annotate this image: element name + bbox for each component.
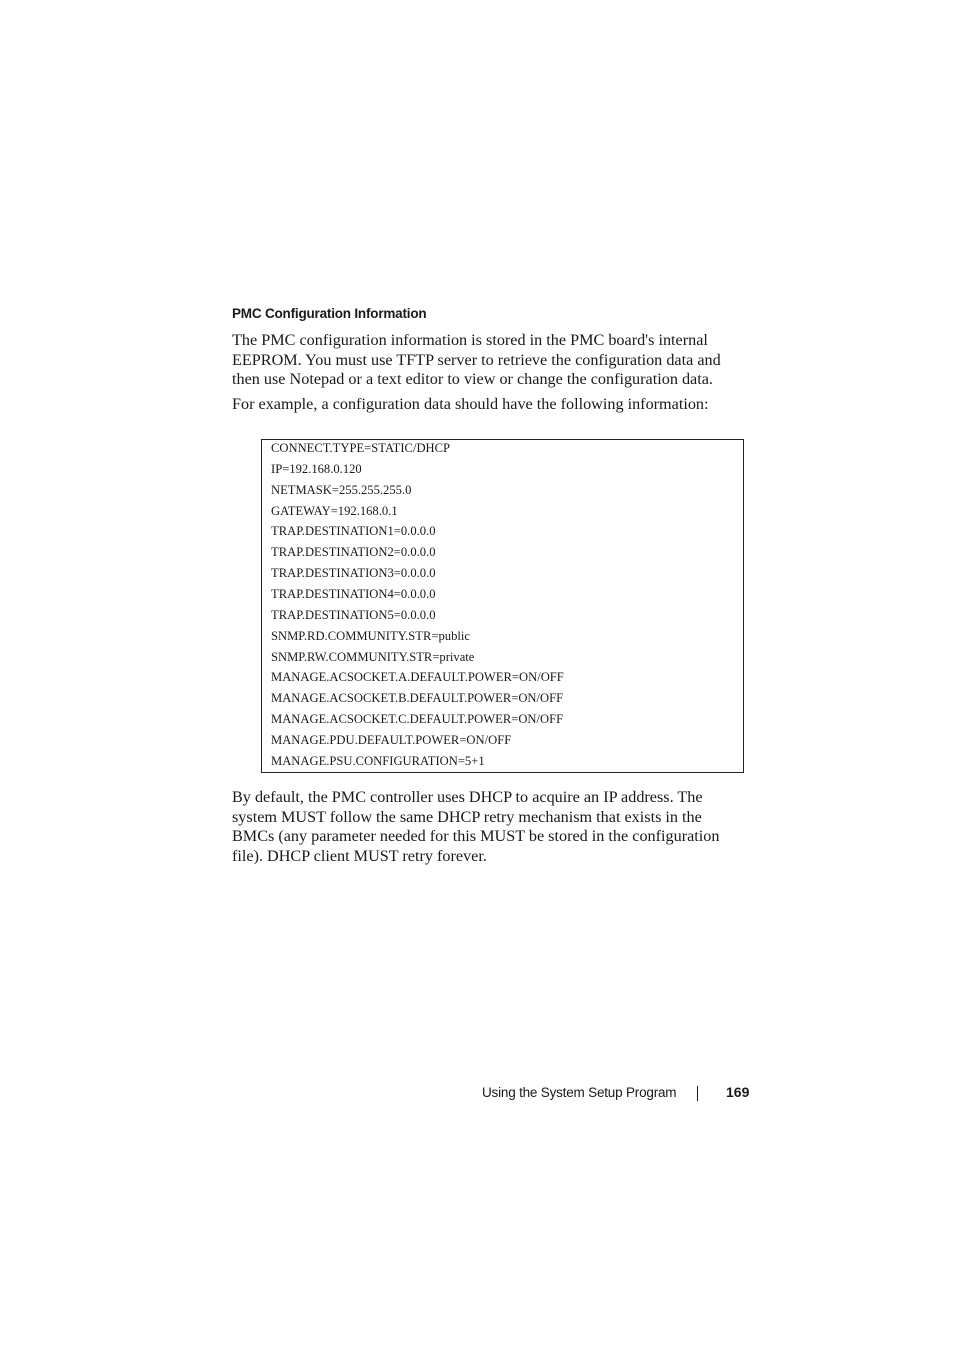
paragraph-line: The PMC configuration information is stored in the PMC board's internal [232,331,708,349]
example-paragraph [232,395,752,415]
paragraph-line: BMCs (any parameter needed for this MUST be stored in the configuration [232,827,720,845]
config-line: TRAP.DESTINATION4=0.0.0.0 [271,587,436,601]
config-line: MANAGE.ACSOCKET.B.DEFAULT.POWER=ON/OFF [271,691,564,705]
intro-paragraph [232,331,752,390]
config-line: NETMASK=255.255.255.0 [271,483,412,497]
dhcp-paragraph [232,788,752,866]
config-line: TRAP.DESTINATION1=0.0.0.0 [271,524,436,538]
config-line: SNMP.RW.COMMUNITY.STR=private [271,650,475,664]
config-line: SNMP.RD.COMMUNITY.STR=public [271,629,470,643]
config-line: MANAGE.PDU.DEFAULT.POWER=ON/OFF [271,733,512,747]
section-heading: PMC Configuration Information [232,306,427,321]
paragraph-line: For example, a configuration data should have the following information: [232,395,709,413]
config-line: TRAP.DESTINATION3=0.0.0.0 [271,566,436,580]
config-line: MANAGE.PSU.CONFIGURATION=5+1 [271,754,485,768]
paragraph-line: EEPROM. You must use TFTP server to retrieve the configuration data and [232,350,721,369]
paragraph-line: then use Notepad or a text editor to view or change the configuration data. [232,370,713,388]
paragraph-line: system MUST follow the same DHCP retry mechanism that exists in the [232,807,702,826]
config-line: MANAGE.ACSOCKET.A.DEFAULT.POWER=ON/OFF [271,670,564,684]
config-line: GATEWAY=192.168.0.1 [271,504,398,518]
config-code-box [261,439,744,773]
config-line: IP=192.168.0.120 [271,462,362,476]
footer-chapter-title: Using the System Setup Program [482,1085,677,1100]
footer-separator [697,1086,698,1101]
paragraph-line: By default, the PMC controller uses DHCP to acquire an IP address. The [232,788,703,806]
page-number: 169 [726,1084,750,1100]
config-line: CONNECT.TYPE=STATIC/DHCP [271,441,451,455]
config-line: TRAP.DESTINATION2=0.0.0.0 [271,545,436,559]
config-line: MANAGE.ACSOCKET.C.DEFAULT.POWER=ON/OFF [271,712,564,726]
config-line: TRAP.DESTINATION5=0.0.0.0 [271,608,436,622]
paragraph-line: file). DHCP client MUST retry forever. [232,846,487,865]
